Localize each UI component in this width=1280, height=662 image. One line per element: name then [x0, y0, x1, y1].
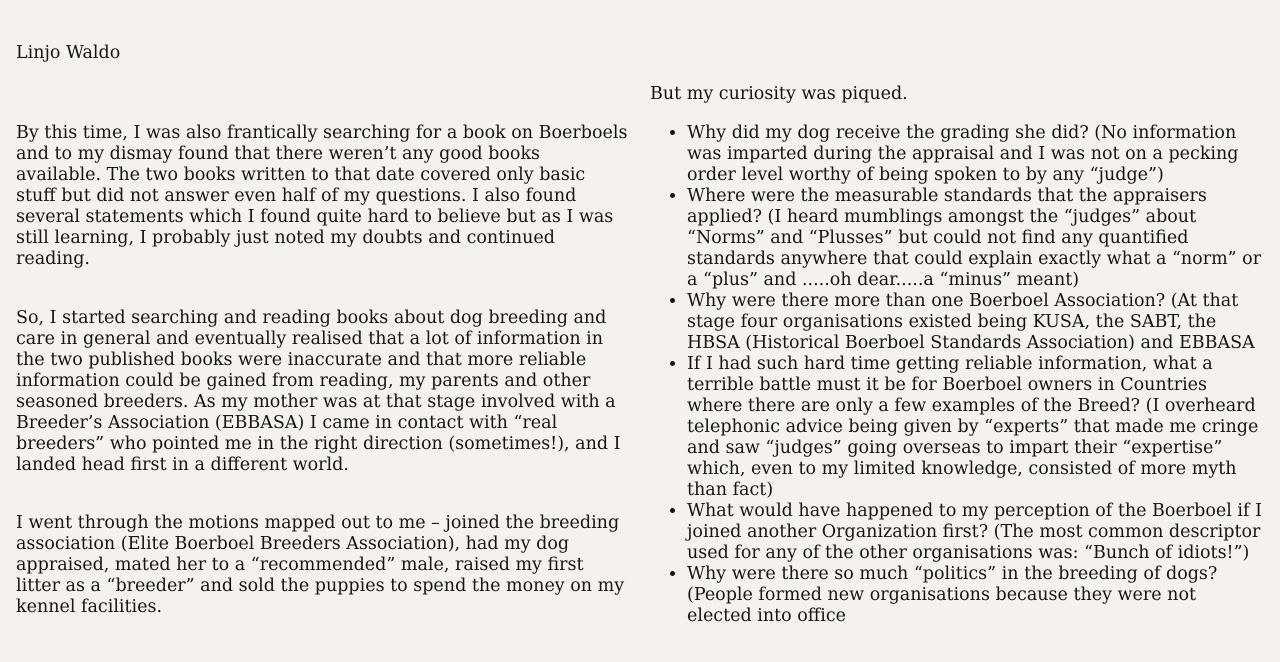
list-item: • Why were there so much “politics” in the breeding of dogs? (People formed new organisations because they were not elected into office	[687, 564, 1262, 627]
list-item: • Why did my dog receive the grading she did? (No information was imparted during the appraisal and I was not on a pecking order level worthy of being spoken to by any “judge”)	[687, 123, 1262, 186]
list-item: • If I had such hard time getting reliable information, what a terrible battle must it be for Boerboel owners in Countries where there are only a few examples of the Breed? (I overheard telephonic advice being given by “experts” that made me cringe and saw “judges” going overseas to impart their “expertise” which, even to my limited knowledge, consisted of more myth than fact)	[687, 354, 1262, 501]
paragraph-dog-breeding-reading: So, I started searching and reading books about dog breeding and care in general and eventually realised that a lot of information in the two published books were inaccurate and that more reliable information could be gained from reading, my parents and other seasoned breeders. As my mother was at that stage involved with a Breeder’s Association (EBBASA) I came in contact with “real breeders” who pointed me in the right direction (sometimes!), and I landed head first in a different world.	[16, 308, 621, 475]
list-item: • Where were the measurable standards that the appraisers applied? (I heard mumblings amongst the “judges” about “Norms” and “Plusses” but could not find any quantified standards anywhere that could explain exactly what a “norm” or a “plus” and .....oh dear.....a “minus” meant)	[687, 186, 1262, 291]
paragraph-breeding-association: I went through the motions mapped out to me – joined the breeding association (Elite Boerboel Breeders Association), had my dog appraised, mated her to a “recommended” male, raised my first litter as a “breeder” and sold the puppies to spend the money on my kennel facilities.	[16, 513, 625, 617]
paragraph-book-search: By this time, I was also frantically searching for a book on Boerboels and to my dismay found that there weren’t any good books available. The two books written to that date covered only basic stuff but did not answer even half of my questions. I also found several statements which I found quite hard to believe but as I was still learning, I probably just noted my doubts and continued reading.	[16, 123, 628, 269]
list-item: • Why were there more than one Boerboel Association? (At that stage four organisations existed being KUSA, the SABT, the HBSA (Historical Boerboel Standards Association) and EBBASA	[687, 291, 1262, 354]
curiosity-intro: But my curiosity was piqued.	[650, 84, 908, 104]
questions-list	[650, 123, 1262, 627]
list-item: • What would have happened to my perception of the Boerboel if I joined another Organization first? (The most common descriptor used for any of the other organisations was: “Bunch of idiots!”)	[687, 501, 1262, 564]
author-name: Linjo Waldo	[16, 43, 121, 63]
